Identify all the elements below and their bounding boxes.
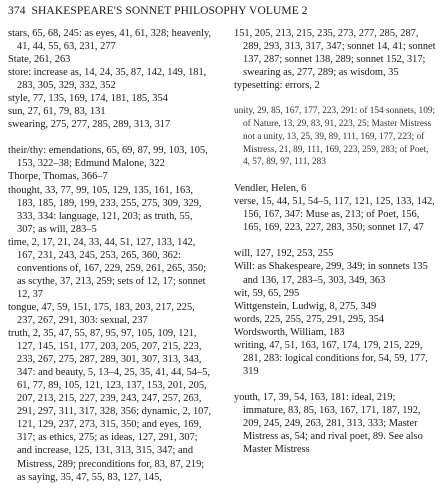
index-entry: typesetting: errors, 2 [234,80,320,92]
index-entry: thought, 33, 77, 99, 105, 129, 135, 161, 163, 183, 185, 189, 199, 233, 255, 275, 309, 329, 333, 334: language, 121, 203; as truth, 55, 307; as will, 283–5 [8,184,202,235]
index-entry: swearing, 275, 277, 285, 289, 313, 317 [8,119,171,131]
index-entry: stars, 65, 68, 245: as eyes, 41, 61, 328; heavenly, 41, 44, 55, 63, 231, 277 [8,28,212,53]
index-entry: words, 225, 255, 275, 291, 295, 354 [234,313,385,325]
index-entry: Wittgenstein, Ludwig, 8, 275, 349 [234,300,377,312]
letter-group-gap [234,169,436,182]
letter-group-gap [8,131,212,144]
index-entry: writing, 47, 51, 163, 167, 174, 179, 215, 229, 281, 283: logical conditions for, 54, 59, 177, 319 [234,339,428,377]
index-entry: sun, 27, 61, 79, 83, 131 [8,106,106,118]
index-entry: their/thy: emendations, 65, 69, 87, 99, 103, 105, 153, 322–38; Edmund Malone, 322 [8,145,208,170]
index-entry: Thorpe, Thomas, 366–7 [8,171,108,183]
index-entry: Will: as Shakespeare, 299, 349; in sonnets 135 and 136, 17, 283–5, 303, 349, 363 [234,261,428,286]
running-header [8,5,432,17]
index-column-left [8,27,212,484]
letter-group-gap [234,234,436,247]
index-entry: will, 127, 192, 253, 255 [234,248,334,260]
index-entry: time, 2, 17, 21, 24, 33, 44, 51, 127, 133, 142, 167, 231, 243, 245, 253, 265, 360, 362: conventions of, 167, 229, 259, 261, 265, 350; as scythe, 37, 213, 259; sets of 12, 17; sonnet 12, 37 [8,236,207,300]
letter-group-gap [234,378,436,391]
index-entry: Wordsworth, William, 183 [234,326,345,338]
index-entry: unity, 29, 85, 167, 177, 223, 291: of 154 sonnets, 109; of Nature, 13, 29, 83, 91, 223, 25; Master Mistress not a unity, 13, 25, 39, 89, 111, 169, 177, 223; of Mistress, 21, 89, 111, 169, 223, 259, 283; of Poet, 4, 57, 89, 97, 111, 283 [234,106,436,168]
index-entry: 151, 205, 213, 215, 235, 273, 277, 285, 287, 289, 293, 313, 317, 347; sonnet 14, 41; sonnet 137, 287; sonnet 138, 289; sonnet 152, 317; swearing as, 277, 289; as wisdom, 35 [234,28,436,79]
index-entry: style, 77, 135, 169, 174, 181, 185, 354 [8,93,168,105]
index-entry: wit, 59, 65, 295 [234,287,300,299]
index-entry: tongue, 47, 59, 151, 175, 183, 203, 217, 225, 237, 267, 291, 303: sexual, 237 [8,301,195,326]
running-title: SHAKESPEARE'S SONNET PHILOSOPHY VOLUME 2 [31,5,308,17]
index-entry: youth, 17, 39, 54, 163, 181: ideal, 219; immature, 83, 85, 163, 167, 171, 187, 192, 209, 245, 249, 263, 281, 313, 333; Master Mistress as, 54; and rival poet, 89. See also Master Mistress [234,391,423,456]
index-entry: Vendler, Helen, 6 [234,183,307,195]
index-entry: State, 261, 263 [8,54,71,66]
letter-group-gap [234,92,436,105]
index-entry: store: increase as, 14, 24, 35, 87, 142, 149, 181, 283, 305, 329, 332, 352 [8,67,207,92]
index-column-right [234,27,436,456]
index-entry: truth, 2, 35, 47, 55, 87, 95, 97, 105, 109, 121, 127, 145, 151, 177, 203, 205, 207, 215, 223, 233, 267, 275, 287, 289, 301, 307, 313, 343, 347: and beauty, 5, 13–4, 25, 35, 41, 44, 54–5, 61, 77, 89, 105, 121, 123, 137, 153, 201, 205, 207, 213, 215, 227, 239, 243, 247, 257, 263, 291, 297, 311, 317, 328, 356; dynamic, 2, 107, 121, 129, 237, 273, 315, 350; and eyes, 169, 317; as ethics, 275; as ideas, 127, 291, 307; and increase, 125, 131, 313, 315, 347; and Mistress, 289; preconditions for, 83, 87, 219; as saying, 35, 47, 55, 83, 127, 145, [8,328,212,483]
index-entry: verse, 15, 44, 51, 54–5, 117, 121, 125, 133, 142, 156, 167, 347: Muse as, 213; of Poet, 156, 165, 169, 223, 227, 283, 350; sonnet 17, 47 [234,196,435,234]
page-number: 374 [8,5,26,17]
